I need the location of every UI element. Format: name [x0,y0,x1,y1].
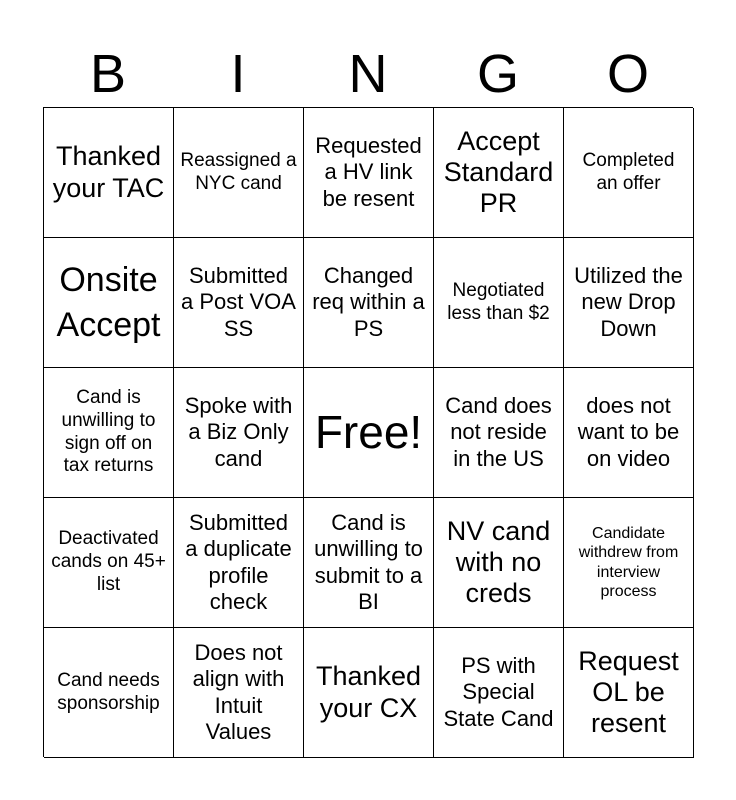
header-letter-b: B [89,44,127,104]
bingo-board [43,107,693,757]
bingo-cell[interactable]: Candidate withdrew from interview process [564,498,694,628]
bingo-cell[interactable]: Utilized the new Drop Down [564,238,694,368]
bingo-header [43,40,693,108]
bingo-cell[interactable]: Reassigned a NYC cand [174,108,304,238]
bingo-cell[interactable]: Spoke with a Biz Only cand [174,368,304,498]
bingo-cell[interactable]: Request OL be resent [564,628,694,758]
bingo-cell[interactable]: Deactivated cands on 45+ list [44,498,174,628]
bingo-cell[interactable]: Negotiated less than $2 [434,238,564,368]
header-letter-g: G [476,44,519,104]
header-letter-i: I [230,44,246,104]
bingo-cell[interactable]: Thanked your TAC [44,108,174,238]
bingo-cell[interactable]: Thanked your CX [304,628,434,758]
bingo-cell[interactable]: NV cand with no creds [434,498,564,628]
header-letter-o: O [606,44,649,104]
bingo-cell[interactable]: Cand is unwilling to sign off on tax returns [44,368,174,498]
bingo-cell[interactable]: Changed req within a PS [304,238,434,368]
bingo-cell[interactable]: Cand needs sponsorship [44,628,174,758]
bingo-cell[interactable]: PS with Special State Cand [434,628,564,758]
bingo-cell[interactable]: Completed an offer [564,108,694,238]
bingo-cell[interactable]: Cand is unwilling to submit to a BI [304,498,434,628]
bingo-cell[interactable]: Requested a HV link be resent [304,108,434,238]
bingo-cell[interactable]: does not want to be on video [564,368,694,498]
header-letter-n: N [348,44,388,104]
bingo-cell[interactable]: Onsite Accept [44,238,174,368]
bingo-cell[interactable]: Does not align with Intuit Values [174,628,304,758]
bingo-cell[interactable]: Cand does not reside in the US [434,368,564,498]
bingo-cell[interactable]: Submitted a Post VOA SS [174,238,304,368]
bingo-cell[interactable]: Submitted a duplicate profile check [174,498,304,628]
bingo-cell[interactable]: Accept Standard PR [434,108,564,238]
free-space-cell[interactable]: Free! [304,368,434,498]
